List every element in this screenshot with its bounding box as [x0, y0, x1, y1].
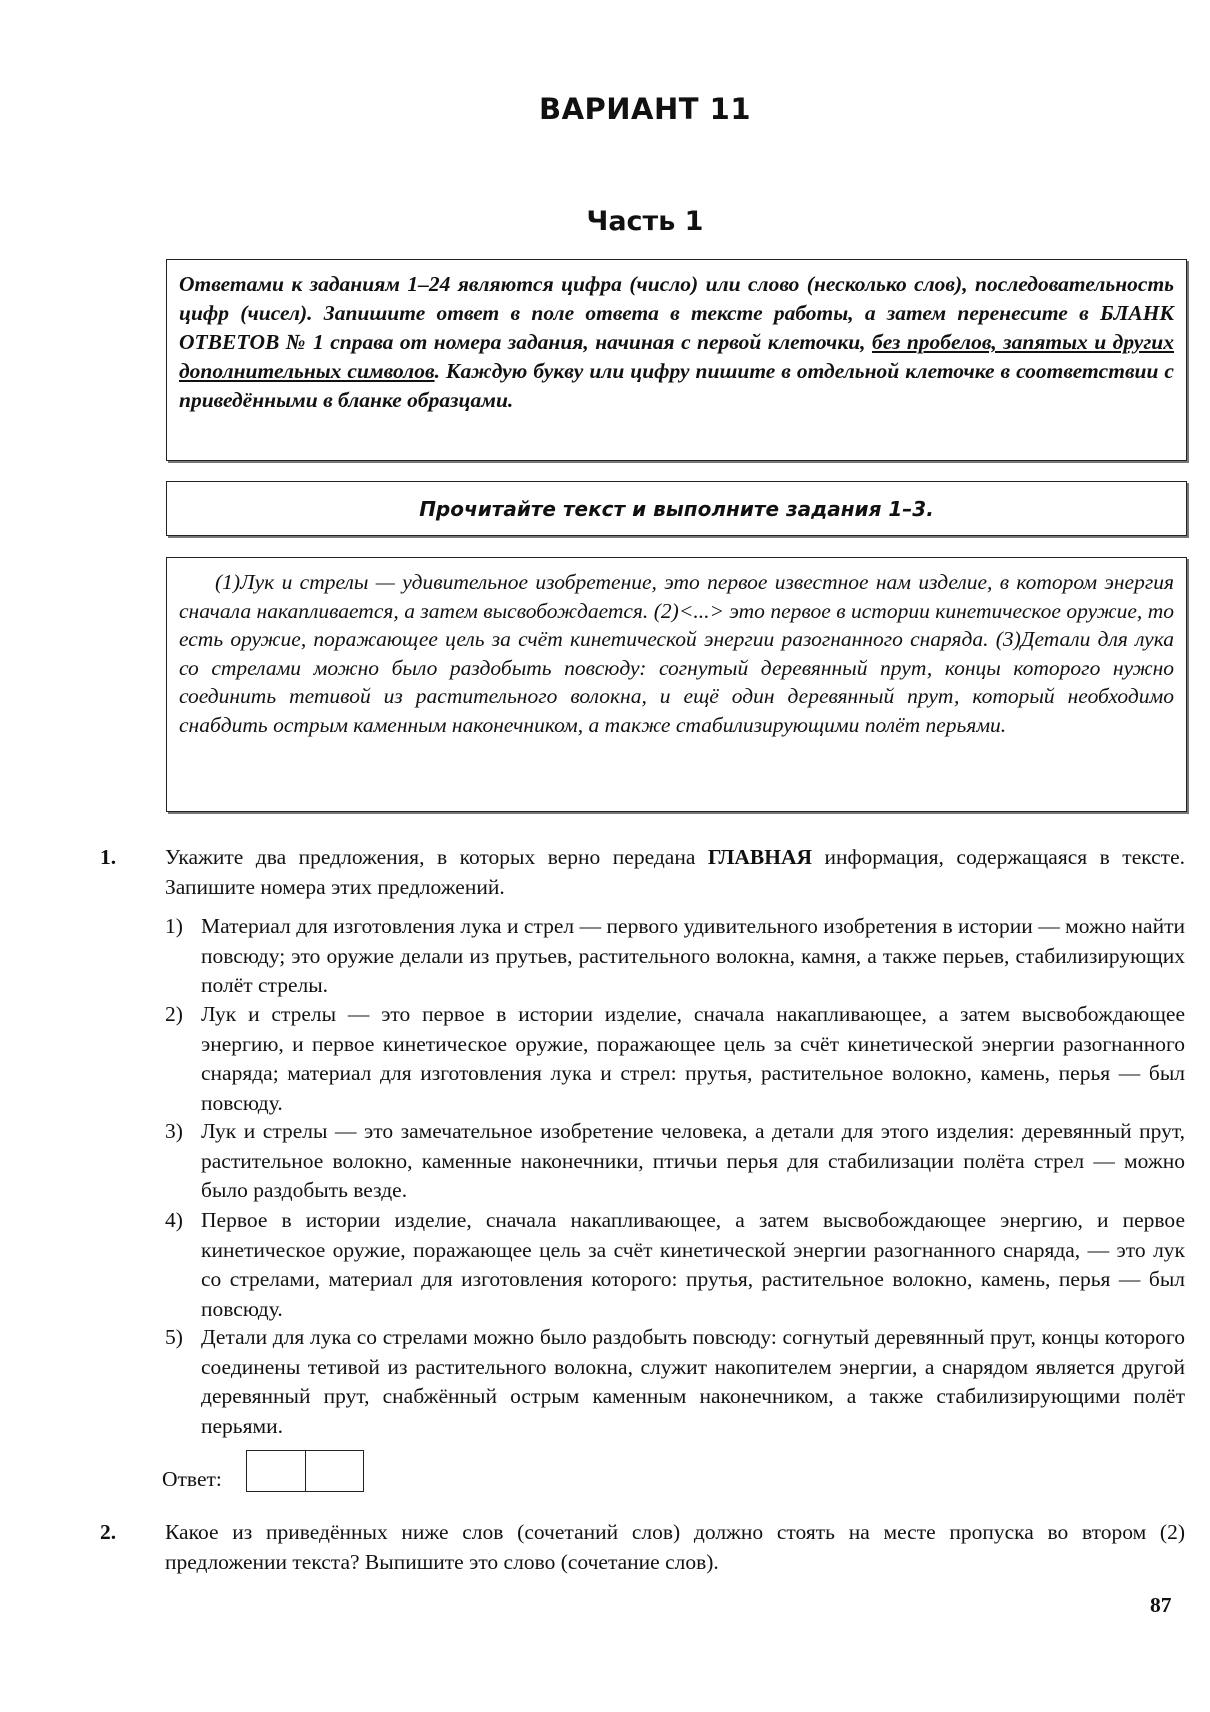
reading-prompt-box	[166, 481, 1187, 536]
instructions-underlined: без пробелов, запятых и других дополнительных символов	[179, 330, 1174, 383]
answer-label: Ответ:	[162, 1467, 222, 1491]
question-1-text-bold: ГЛАВНАЯ	[707, 845, 813, 869]
option-3-text: Лук и стрелы — это замечательное изобретение человека, а детали для этого изделия: деревянный прут, растительное волокно, каменные наконечники, птичьи перья для стабилизации полёта стрел — можно было раздобыть везде.	[201, 1119, 1185, 1202]
option-5	[165, 1323, 1185, 1441]
instructions-box	[166, 259, 1187, 461]
option-4-text: Первое в истории изделие, сначала накапливающее, а затем высвобождающее энергию, и первое кинетическое оружие, поражающее цель за счёт кинетической энергии разогнанного снаряда, — это лук со стрелами, материал для изготовления которого: прутья, растительное волокно, камень, перья — был повсюду.	[201, 1208, 1185, 1321]
answer-field[interactable]	[246, 1450, 364, 1492]
question-1-text-part2: информация, содержащаяся в тексте. Запишите номера этих предложений.	[165, 845, 1185, 899]
instructions-text-1: Ответами к заданиям 1–24 являются цифра (число) или слово (несколько слов), последовательность цифр (чисел). Запишите ответ в поле ответа в тексте работы, а затем перенесите в БЛАНК ОТВЕТОВ № 1 справа от номера задания, начиная с первой клеточки,	[179, 272, 1174, 354]
option-5-text: Детали для лука со стрелами можно было раздобыть повсюду: согнутый деревянный прут, концы которого соединены тетивой из растительного волокна, служит накопителем энергии, а снарядом является другой деревянный прут, снабжённый острым каменным наконечником, а также стабилизирующими полёт перьями.	[201, 1325, 1185, 1438]
option-1	[165, 912, 1185, 1001]
variant-title: ВАРИАНТ 11	[538, 92, 752, 126]
option-2-number: 2)	[165, 1002, 183, 1026]
option-3	[165, 1117, 1185, 1206]
option-4-number: 4)	[165, 1208, 183, 1232]
question-2-number: 2.	[100, 1520, 117, 1544]
passage-text: (1)Лук и стрелы — удивительное изобретение, это первое известное нам изделие, в котором энергия сначала накапливается, а затем высвобождается. (2)<...> это первое в истории кинетическое оружие, то есть оружие, поражающее цель за счёт кинетической энергии разогнанного снаряда. (3)Детали для лука со стрелами можно было раздобыть повсюду: согнутый деревянный прут, концы которого нужно соединить тетивой из растительного волокна, и ещё один деревянный прут, который необходимо снабдить острым каменным наконечником, а также стабилизирующими полёт перьями.	[179, 570, 1174, 737]
question-1-text	[165, 843, 1185, 902]
option-2-text: Лук и стрелы — это первое в истории изделие, сначала накапливающее, а затем высвобождающее энергию, и первое кинетическое оружие, поражающее цель за счёт кинетической энергии разогнанного снаряда; материал для изготовления лука и стрел: прутья, растительное волокно, камень, перья — был повсюду.	[201, 1002, 1185, 1115]
reading-prompt: Прочитайте текст и выполните задания 1–3.	[419, 496, 934, 521]
passage-box	[166, 557, 1187, 812]
option-4	[165, 1206, 1185, 1324]
question-2-text: Какое из приведённых ниже слов (сочетаний слов) должно стоять на месте пропуска во втором (2) предложении текста? Выпишите это слово (сочетание слов).	[165, 1520, 1185, 1574]
answer-cell-2[interactable]	[305, 1451, 363, 1491]
option-5-number: 5)	[165, 1325, 183, 1349]
question-1-number: 1.	[100, 845, 117, 869]
instructions-text-2: . Каждую букву или цифру пишите в отдельной клеточке в соответствии с приведёнными в бланке образцами.	[179, 359, 1174, 412]
page-number: 87	[1150, 1593, 1172, 1617]
option-2	[165, 1000, 1185, 1118]
option-3-number: 3)	[165, 1119, 183, 1143]
part-title: Часть 1	[586, 206, 704, 237]
option-1-number: 1)	[165, 914, 183, 938]
option-1-text: Материал для изготовления лука и стрел — первого удивительного изобретения в истории — можно найти повсюду; это оружие делали из прутьев, растительного волокна, камня, а также перьев, стабилизирующих полёт стрелы.	[201, 914, 1185, 997]
answer-cell-1[interactable]	[247, 1451, 305, 1491]
question-1-text-part1: Укажите два предложения, в которых верно передана	[165, 845, 708, 869]
